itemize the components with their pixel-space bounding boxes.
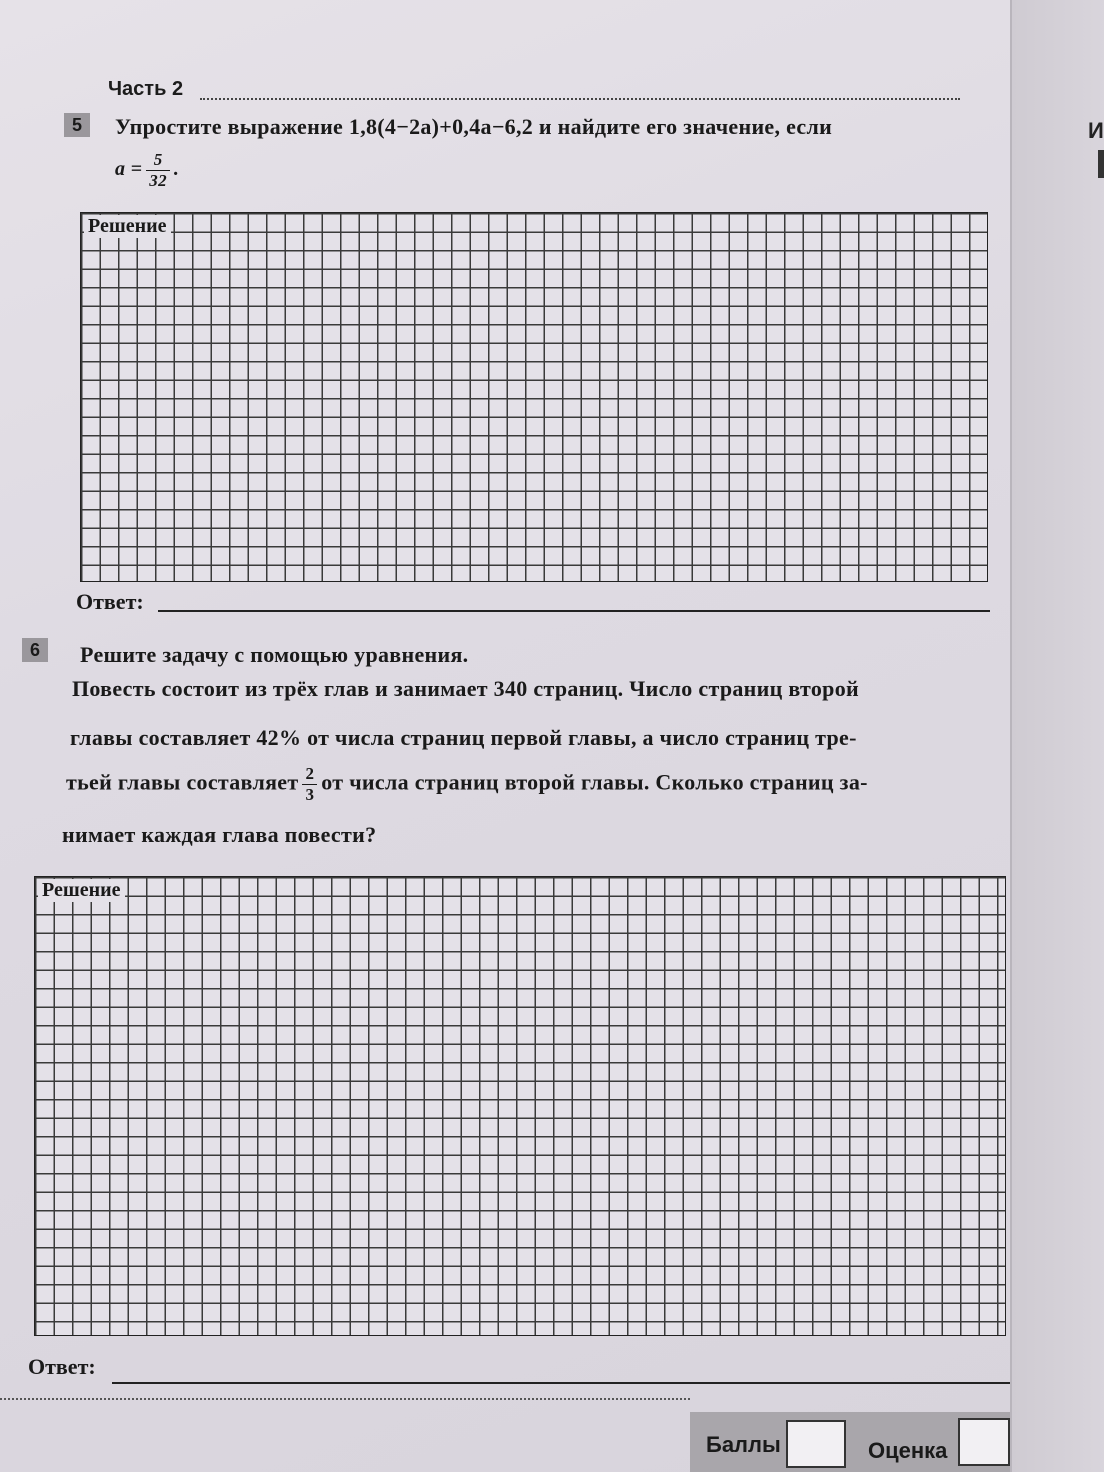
a-denominator: 32: [149, 171, 167, 190]
statement-after-fraction: от числа страниц второй главы. Сколько страниц за-: [321, 769, 868, 795]
adjacent-page-edge: [1010, 0, 1104, 1472]
edge-letter: И: [1088, 118, 1104, 143]
a-prefix: a =: [115, 158, 143, 181]
task-5-value-of-a: [115, 150, 179, 191]
task-6-statement-line-3: [66, 764, 868, 805]
part-title: Часть 2: [108, 78, 184, 100]
task-5-answer-field[interactable]: [158, 610, 990, 612]
task-6-solution-grid[interactable]: [34, 876, 1006, 1336]
score-input-box[interactable]: [786, 1420, 846, 1468]
task-6-statement-line-4: нимает каждая глава повести?: [62, 822, 377, 847]
task-6-instruction: Решите задачу с помощью уравнения.: [80, 642, 469, 667]
two-thirds-fraction: [302, 764, 317, 805]
fraction-denominator: 3: [305, 785, 315, 804]
task-5-solution-label: Решение: [84, 215, 171, 238]
grade-input-box[interactable]: [958, 1418, 1010, 1466]
task-6-number: 6: [22, 638, 48, 662]
task-5-solution-grid[interactable]: [80, 212, 988, 582]
task-6-answer-field[interactable]: [112, 1382, 1010, 1384]
a-numerator: 5: [146, 150, 170, 171]
part-title-dotted-line: [200, 98, 960, 100]
statement-before-fraction: тьей главы составляет: [66, 769, 299, 795]
a-fraction: [146, 150, 170, 191]
task-5-statement: Упростите выражение 1,8(4−2a)+0,4a−6,2 и найдите его значение, если: [115, 114, 833, 139]
task-6-answer-label: Ответ:: [28, 1354, 96, 1379]
cut-line: [0, 1398, 690, 1400]
edge-mark: [1098, 150, 1104, 178]
task-5-number: 5: [64, 113, 90, 137]
a-suffix: .: [173, 158, 180, 181]
grade-label: Оценка: [868, 1438, 948, 1463]
task-6-solution-label: Решение: [38, 879, 125, 902]
task-5-answer-label: Ответ:: [76, 589, 144, 614]
task-6-statement-line-1: Повесть состоит из трёх глав и занимает 340 страниц. Число страниц второй: [72, 676, 859, 701]
fraction-numerator: 2: [302, 764, 317, 785]
task-6-statement-line-2: главы составляет 42% от числа страниц первой главы, а число страниц тре-: [70, 725, 857, 750]
score-label: Баллы: [706, 1432, 781, 1457]
